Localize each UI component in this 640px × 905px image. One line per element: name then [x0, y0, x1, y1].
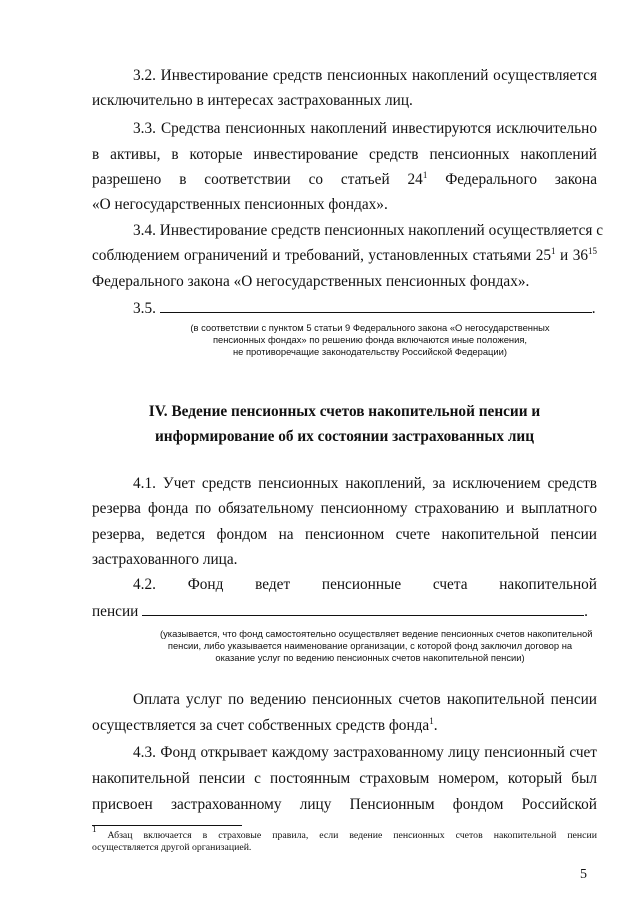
blank-line	[142, 603, 584, 616]
text-line: 4.1. Учет средств пенсионных накоплений, за исключением средств	[133, 475, 597, 492]
text-line: «О негосударственных пенсионных фондах».	[92, 196, 388, 213]
text-line: застрахованного лица.	[92, 551, 238, 568]
blank-line	[160, 300, 592, 313]
text-span: осуществляется за счет собственных средств фонда	[92, 717, 430, 734]
footnote-mark: 1	[92, 824, 97, 834]
text-span: .	[433, 717, 438, 734]
text-line	[92, 718, 597, 733]
text-line: исключительно в интересах застрахованных лиц.	[92, 92, 413, 109]
text-span: разрешено в соответствии со статьей 24	[92, 171, 423, 188]
note-line: (в соответствии с пунктом 5 статьи 9 Федерального закона «О негосударственных	[190, 322, 550, 333]
note-line: пенсионных фондах» по решению фонда включаются иные положения,	[212, 334, 528, 345]
text-span: Абзац включается в страховые правила, если ведение пенсионных счетов накопительной пенсии	[96, 830, 597, 841]
text-span: и 36	[555, 247, 588, 264]
text-span: Федерального закона	[427, 171, 597, 188]
fill-in-line	[92, 603, 597, 619]
text-line: резерва, ведется фондом на пенсионном счете накопительной пенсии	[92, 526, 597, 543]
text-line: 4.3. Фонд открывает каждому застрахованному лицу пенсионный счет	[133, 744, 597, 761]
text-line: 4.2. Фонд ведет пенсионные счета накопительной	[133, 576, 597, 593]
fill-in-line	[133, 300, 597, 316]
text-line	[92, 172, 597, 187]
clause-number: 3.5.	[133, 300, 156, 317]
article-superscript: 1	[422, 170, 428, 180]
heading-line: информирование об их состоянии застрахованных лиц	[154, 428, 535, 445]
footnote-divider	[92, 825, 242, 826]
clause-end: .	[591, 300, 596, 317]
article-superscript: 15	[588, 246, 597, 256]
heading-line: IV. Ведение пенсионных счетов накопительной пенсии и	[148, 403, 541, 420]
text-line: Федерального закона «О негосударственных пенсионных фондах».	[92, 273, 530, 290]
text-line: 3.4. Инвестирование средств пенсионных накоплений осуществляется с	[133, 222, 604, 239]
text-span: .	[584, 603, 588, 620]
text-span: пенсии	[92, 603, 139, 620]
text-line: в активы, в которые инвестирование средств пенсионных накоплений	[92, 146, 597, 163]
text-line: накопительной пенсии с постоянным страховым номером, который был	[92, 770, 597, 787]
text-line: присвоен застрахованному лицу Пенсионным фондом Российской	[92, 796, 597, 813]
note-line: не противоречащие законодательству Российской Федерации)	[232, 346, 508, 357]
article-superscript: 1	[551, 246, 556, 256]
footnote-line	[92, 824, 597, 843]
text-line	[92, 248, 597, 263]
note-line: пенсии, либо указывается наименование организации, с которой фонд заключил договор на	[167, 640, 573, 651]
page-number: 5	[580, 867, 587, 882]
footnote-line: осуществляется другой организацией.	[92, 842, 252, 853]
text-span: соблюдением ограничений и требований, установленных статьями 25	[92, 247, 552, 264]
text-line: резерва фонда по обязательному пенсионному страхованию и выплатного	[92, 500, 597, 517]
footnote-reference: 1	[429, 716, 434, 726]
text-line: Оплата услуг по ведению пенсионных счетов накопительной пенсии	[133, 691, 597, 708]
note-line: (указывается, что фонд самостоятельно осуществляет ведение пенсионных счетов накопительной	[160, 628, 593, 639]
text-line: 3.2. Инвестирование средств пенсионных накоплений осуществляется	[133, 67, 597, 84]
note-line: оказание услуг по ведению пенсионных счетов накопительной пенсии)	[215, 652, 525, 663]
text-line: 3.3. Средства пенсионных накоплений инвестируются исключительно	[133, 120, 597, 137]
